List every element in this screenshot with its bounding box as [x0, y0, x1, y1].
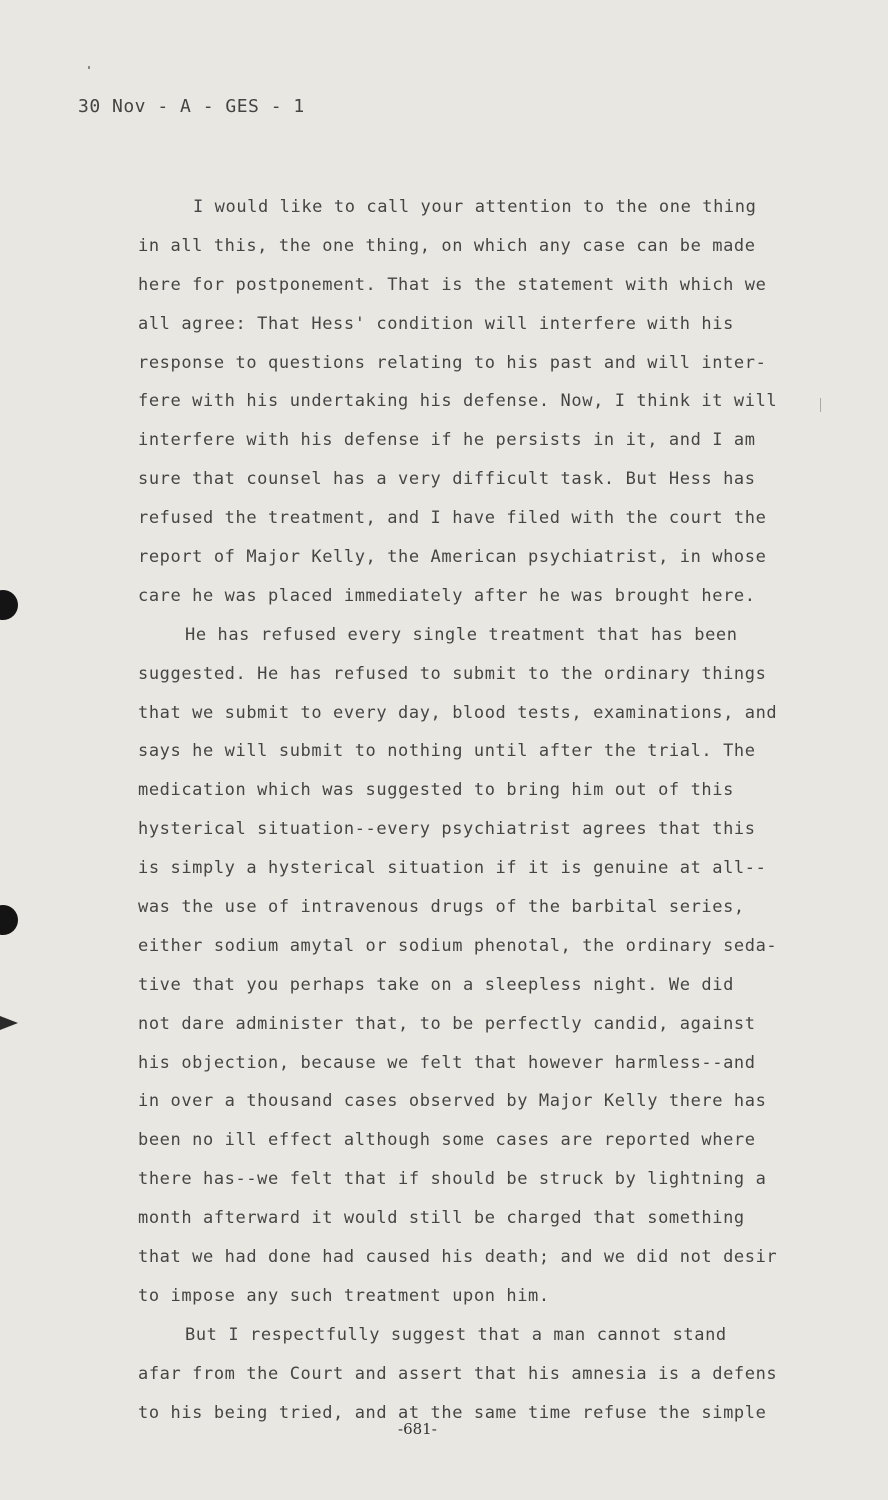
text-line: hysterical situation--every psychiatrist agrees that this [138, 819, 756, 840]
punch-hole [0, 590, 18, 620]
text-line: that we submit to every day, blood tests, examinations, and [138, 702, 778, 723]
text-line: month afterward it would still be charged that something [138, 1208, 745, 1229]
text-line: to his being tried, and at the same time refuse the simple [138, 1402, 767, 1423]
paper-speck [88, 66, 90, 69]
text-line: been no ill effect although some cases are reported where [138, 1130, 756, 1151]
text-line: says he will submit to nothing until after the trial. The [138, 741, 756, 762]
staple-mark [0, 1016, 18, 1030]
text-line: fere with his undertaking his defense. Now, I think it will [138, 391, 778, 412]
text-line: his objection, because we felt that however harmless--and [138, 1052, 756, 1073]
text-line: here for postponement. That is the statement with which we [138, 274, 767, 295]
text-line: suggested. He has refused to submit to the ordinary things [138, 663, 767, 684]
text-line: there has--we felt that if should be struck by lightning a [138, 1169, 767, 1190]
document-header: 30 Nov - A - GES - 1 [78, 96, 305, 117]
text-line: He has refused every single treatment that has been [185, 624, 738, 645]
text-line: But I respectfully suggest that a man cannot stand [185, 1324, 727, 1345]
text-line: that we had done had caused his death; and we did not desir [138, 1247, 778, 1268]
text-line: either sodium amytal or sodium phenotal, the ordinary seda- [138, 935, 778, 956]
text-line: was the use of intravenous drugs of the barbital series, [138, 897, 745, 918]
text-line: interfere with his defense if he persists in it, and I am [138, 430, 756, 451]
text-line: afar from the Court and assert that his amnesia is a defens [138, 1363, 778, 1384]
text-line: in all this, the one thing, on which any case can be made [138, 235, 756, 256]
punch-hole [0, 905, 18, 935]
text-line: to impose any such treatment upon him. [138, 1285, 550, 1306]
text-line: report of Major Kelly, the American psychiatrist, in whose [138, 547, 767, 568]
text-line: care he was placed immediately after he was brought here. [138, 585, 756, 606]
text-line: tive that you perhaps take on a sleepless night. We did [138, 974, 734, 995]
text-line: response to questions relating to his past and will inter- [138, 352, 767, 373]
text-line: is simply a hysterical situation if it is genuine at all-- [138, 858, 767, 879]
page-number: -681- [398, 1420, 437, 1438]
text-line: refused the treatment, and I have filed with the court the [138, 508, 767, 529]
text-line: in over a thousand cases observed by Major Kelly there has [138, 1091, 767, 1112]
text-line: medication which was suggested to bring him out of this [138, 780, 734, 801]
text-line: not dare administer that, to be perfectly candid, against [138, 1013, 756, 1034]
document-body [138, 188, 838, 1433]
text-line: I would like to call your attention to the one thing [193, 197, 757, 217]
text-line: all agree: That Hess' condition will interfere with his [138, 313, 734, 334]
text-line: sure that counsel has a very difficult task. But Hess has [138, 469, 756, 490]
